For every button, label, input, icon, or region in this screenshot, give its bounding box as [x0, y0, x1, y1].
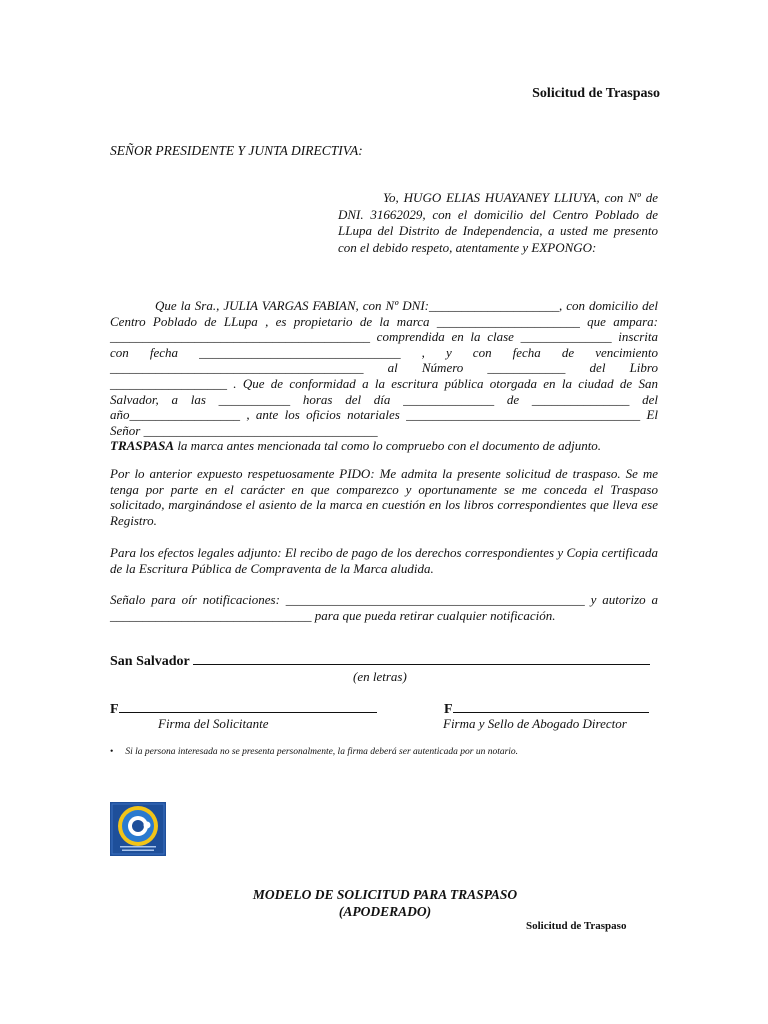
body-paragraph-1	[110, 298, 658, 454]
signature-blank	[119, 700, 377, 713]
in-words-hint: (en letras)	[353, 669, 407, 684]
body-paragraph-4: Señalo para oír notificaciones: ______________________________________________ y autorizo a _______________________________ para que pueda retirar cualquier notificación.	[110, 592, 658, 623]
salutation: SEÑOR PRESIDENTE Y JUNTA DIRECTIVA:	[110, 143, 363, 158]
traspasa-keyword: TRASPASA	[110, 438, 175, 454]
para1-text: Que la Sra., JULIA VARGAS FABIAN, con Nº DNI:____________________, con domicilio del Centro Poblado de LLupa , es propietario de la marca ______________________ que ampara: ________________________________________ comprendida en la clase ______________ inscrita con fecha _______________________________ , y con fecha de vencimiento _______________________________________ al Número ____________ del Libro __________________ . Que de conformidad a la escritura pública otorgada en la ciudad de San Salvador, a las ___________ horas del día ______________ de _______________ del año_________________ , ante los oficios notariales ____________________________________ El Señor ____________________________________	[110, 298, 658, 438]
applicant-signature-label: Firma del Solicitante	[158, 716, 269, 731]
registry-emblem-logo	[110, 802, 166, 856]
bullet-icon: •	[110, 747, 114, 757]
para1-tail: la marca antes mencionada tal como lo compruebo con el documento de adjunto.	[174, 438, 602, 454]
intro-paragraph: Yo, HUGO ELIAS HUAYANEY LLIUYA, con Nº de DNI. 31662029, con el domicilio del Centro Poblado de LLupa del Distrito de Independencia, a usted me presento con el debido respeto, atentamente y EXPONGO:	[338, 190, 658, 255]
footnote-text: Si la persona interesada no se presenta personalmente, la firma deberá ser autenticada por un notario.	[125, 747, 519, 757]
signature-prefix: F	[110, 702, 119, 717]
model-title-line-2: (APODERADO)	[338, 904, 432, 919]
model-title-line-1: MODELO DE SOLICITUD PARA TRASPASO	[252, 887, 518, 902]
place-label: San Salvador	[110, 654, 190, 669]
footer-title: Solicitud de Traspaso	[526, 920, 627, 932]
place-date-line	[110, 652, 660, 670]
body-paragraph-3: Para los efectos legales adjunto: El recibo de pago de los derechos correspondientes y Copia certificada de la Escritura Pública de Compraventa de la Marca aludida.	[110, 545, 658, 576]
signature-blank	[453, 700, 649, 713]
lawyer-signature-label: Firma y Sello de Abogado Director	[443, 716, 627, 731]
footnote	[110, 747, 518, 757]
document-title: Solicitud de Traspaso	[532, 86, 660, 101]
signature-prefix: F	[444, 702, 453, 717]
model-title	[200, 886, 570, 920]
body-paragraph-2: Por lo anterior expuesto respetuosamente PIDO: Me admita la presente solicitud de traspaso. Se me tenga por parte en el carácter en que comparezco y oportunamente se me conceda el Traspaso solicitado, marginándose el asiento de la marca en cuestión en los libros correspondientes que lleva ese Registro.	[110, 466, 658, 528]
date-blank	[193, 652, 650, 665]
